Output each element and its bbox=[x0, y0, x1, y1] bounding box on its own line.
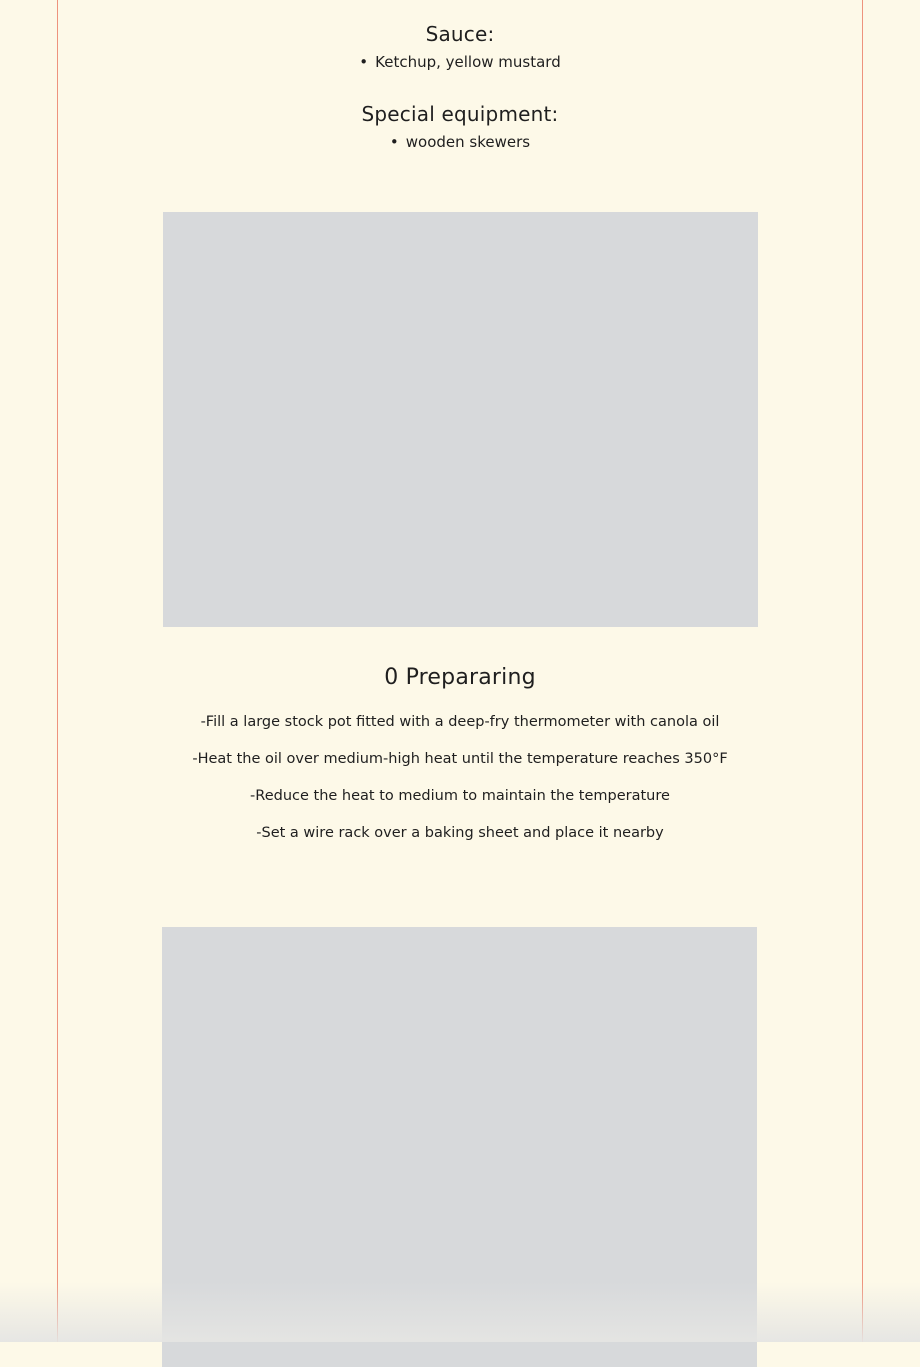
section-heading: Sauce: bbox=[425, 22, 495, 46]
step-line: -Fill a large stock pot fitted with a deep-fry thermometer with canola oil bbox=[200, 714, 720, 730]
right-margin-rule bbox=[862, 0, 863, 1342]
list-item bbox=[58, 130, 862, 154]
step-title: 0 Prepararing bbox=[384, 665, 536, 690]
bullet-icon: • bbox=[359, 53, 369, 71]
equipment-text: wooden skewers bbox=[405, 133, 531, 151]
ingredient-section-equipment bbox=[58, 74, 862, 154]
ingredient-text: Ketchup, yellow mustard bbox=[375, 53, 561, 71]
ingredient-section-sauce bbox=[58, 0, 862, 74]
list-item bbox=[58, 50, 862, 74]
page-content bbox=[58, 0, 862, 1342]
recipe-image-placeholder-1 bbox=[163, 212, 758, 627]
step-line: -Set a wire rack over a baking sheet and place it nearby bbox=[256, 825, 664, 841]
step-instruction-list bbox=[58, 690, 862, 852]
step-line: -Heat the oil over medium-high heat until the temperature reaches 350°F bbox=[192, 751, 728, 767]
step-section bbox=[58, 627, 862, 852]
ingredient-list bbox=[58, 50, 862, 74]
equipment-list bbox=[58, 130, 862, 154]
section-heading: Special equipment: bbox=[361, 102, 559, 126]
recipe-image-placeholder-2 bbox=[162, 927, 757, 1367]
bullet-icon: • bbox=[389, 133, 399, 151]
step-line: -Reduce the heat to medium to maintain the temperature bbox=[250, 788, 670, 804]
